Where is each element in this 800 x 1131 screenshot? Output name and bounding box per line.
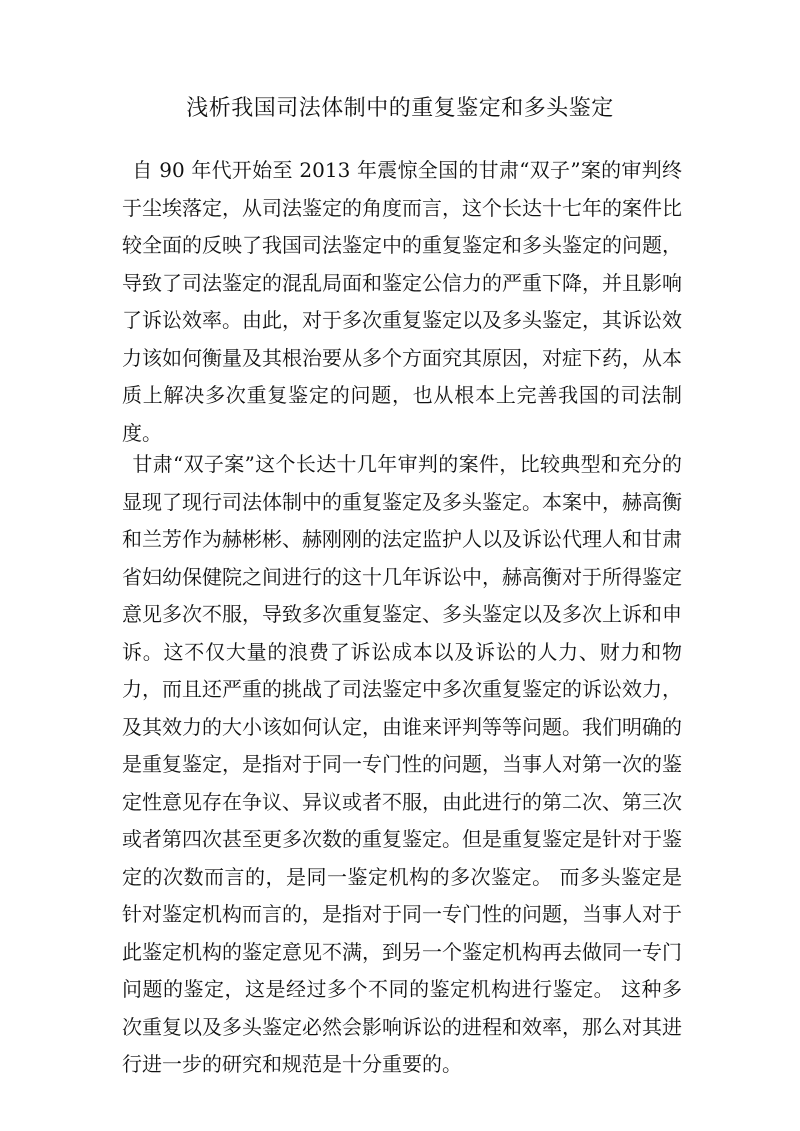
- paragraph-2: [122, 446, 682, 1084]
- document-title: 浅析我国司法体制中的重复鉴定和多头鉴定: [186, 96, 614, 121]
- paragraph-1-text: 自 90 年代开始至 2013 年震惊全国的甘肃“双子”案的审判终于尘埃落定，从司法鉴定的角度而言，这个长达十七年的案件比较全面的反映了我国司法鉴定中的重复鉴定和多头鉴定的问题，导致了司法鉴定的混乱局面和鉴定公信力的严重下降，并且影响了诉讼效率。由此，对于多次重复鉴定以及多头鉴定，其诉讼效力该如何衡量及其根治要从多个方面究其原因，对症下药，从本质上解决多次重复鉴定的问题，也从根本上完善我国的司法制度。: [122, 158, 682, 445]
- paragraph-1: [122, 152, 682, 452]
- paragraph-2-text: 甘肃“双子案”这个长达十几年审判的案件，比较典型和充分的显现了现行司法体制中的重复鉴定及多头鉴定。本案中，赫高衡和兰芳作为赫彬彬、赫刚刚的法定监护人以及诉讼代理人和甘肃省妇幼保健院之间进行的这十几年诉讼中，赫高衡对于所得鉴定意见多次不服，导致多次重复鉴定、多头鉴定以及多次上诉和申诉。这不仅大量的浪费了诉讼成本以及诉讼的人力、财力和物力，而且还严重的挑战了司法鉴定中多次重复鉴定的诉讼效力，及其效力的大小该如何认定，由谁来评判等等问题。我们明确的是重复鉴定，是指对于同一专门性的问题，当事人对第一次的鉴定性意见存在争议、异议或者不服，由此进行的第二次、第三次或者第四次甚至更多次数的重复鉴定。但是重复鉴定是针对于鉴定的次数而言的，是同一鉴定机构的多次鉴定。 而多头鉴定是针对鉴定机构而言的，是指对于同一专门性的问题，当事人对于此鉴定机构的鉴定意见不满，到另一个鉴定机构再去做同一专门问题的鉴定，这是经过多个不同的鉴定机构进行鉴定。 这种多次重复以及多头鉴定必然会影响诉讼的进程和效率，那么对其进行进一步的研究和规范是十分重要的。: [122, 452, 682, 1076]
